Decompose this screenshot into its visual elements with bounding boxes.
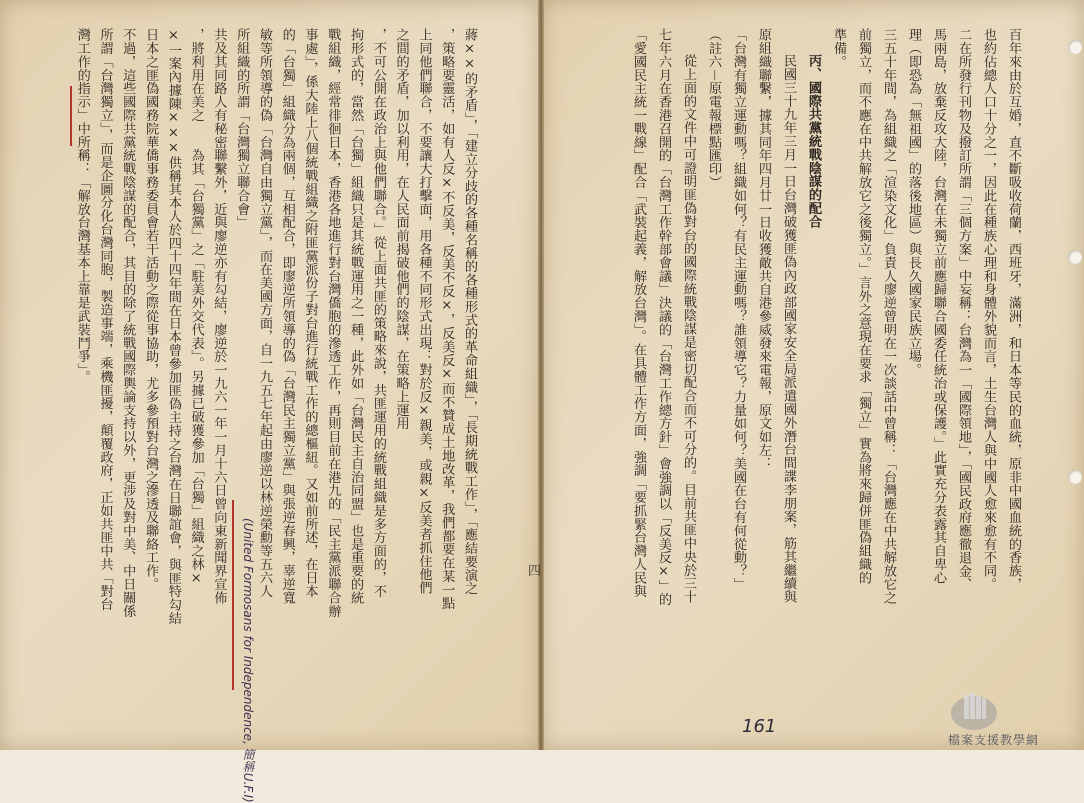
text-column: ，策略要靈活，如有人反×不反美，反美不反×，反美反×而不贊成土地改革，我們都要在某一點 <box>439 28 455 610</box>
text-column: 從上面的文件中可證明匪偽對台的國際統戰陰謀是密切配合而不可分的。目前共匪中央於三十 <box>681 54 696 604</box>
text-column: 民國三十九年三月一日台灣破獲匪偽內政部國家安全局派遣國外潛台間諜李朋案，筋其繼續與 <box>781 54 796 604</box>
watermark-text: 檔案支援教學網 <box>948 733 1040 747</box>
archive-watermark <box>946 687 1082 747</box>
text-column: （註六－原電報標點匯印） <box>706 28 721 189</box>
book-spine <box>538 0 544 750</box>
text-column: ，將利用在美之 為其「台獨黨」之「駐美外交代表」。另據已破獲參加「台獨」組織之林× <box>188 28 204 586</box>
text-column: ，不可公開在政治上與他們聯合。」從上面共匪的策略來說，共匪運用的統戰組織是多方面的，不 <box>370 28 386 598</box>
binding-hole-lower <box>1068 470 1082 484</box>
handwritten-annotation: (United Formosans for Independence, 簡稱U.F.I) <box>241 518 255 803</box>
text-column: 事處」，係大陸上八個統戰組織之附匪黨派份子對台進行統戰工作的總樞紐。又如前所述，在日本 <box>302 28 318 598</box>
text-column: 日本之匪偽國務院華僑事務委員會若干活動之際從事協助，尤多參預對台灣之滲透及聯絡工作。 <box>143 28 159 591</box>
text-column: 所組織的所謂「台灣獨立聯合會」 <box>234 28 250 229</box>
text-column: 也約佔總人口十分之一，因此在種族心理和身體外貌而言，土生台灣人與中國人愈來愈有不同。 <box>981 28 996 591</box>
binding-hole-top <box>1068 40 1082 54</box>
archive-logo-icon <box>950 687 998 731</box>
text-column: 敏等所領導的偽「台灣自由獨立黨」，而在美國方面，自一九五七年起由廖逆以林逆榮勳等五六人 <box>256 28 272 598</box>
right-page-text <box>566 28 1026 718</box>
text-column: 的「台獨」組織分為兩個，互相配合，即廖逆所領導的偽「台灣民主獨立黨」與張逆春興，辜逆寬 <box>279 28 295 605</box>
text-column: 之間的矛盾，加以利用，在人民面前揭破他們的陰謀，在策略上運用 <box>393 28 409 430</box>
text-column: 二在所發行刊物及撥訂所謂「三個方案」中妄稱：台灣為一「國際領地」，「國民政府應徹退金、 <box>956 28 971 591</box>
page-number: 四 <box>528 564 542 579</box>
text-column: 戰組織，經常徘徊日本，香港各地進行對台灣僑胞的滲透工作，再則目前在港九的「民主黨派聯合辦 <box>325 28 341 618</box>
text-column: 百年來由於互婚，直不斷吸收荷蘭，西班牙，滿洲，和日本等民的血統，原非中國血統的香族， <box>1006 28 1021 591</box>
text-column: 三五十年間，為組織之「渲染文化」負責人廖逆曾明在一次談話中曾稱：「台灣應在中共解放它之 <box>881 28 896 605</box>
red-underline-mark <box>70 86 72 146</box>
text-column: ×一案內據陳×××供稱其本人於四十四年間在日本曾參加匪偽主持之台灣在日聯誼會，與匪特勾結 <box>165 28 181 625</box>
red-underline-mark <box>232 500 234 690</box>
text-column: 拘形式的，當然「台獨」組織只是其統戰運用之一種，此外如「台灣民主自治同盟」也是重要的統 <box>348 28 364 605</box>
text-column: 「愛國民主統一戰線」配合「武裝起義，解放台灣」。在具體工作方面，強調「要抓緊台灣人民與 <box>631 28 646 598</box>
text-column: 原組織聯繫，據其同年四月廿一日收獲敵共自港參威發來電報，原文如左： <box>756 28 771 471</box>
left-page-text <box>72 28 482 718</box>
text-column: 灣工作的指示」中所稱：「解放台灣基本上靠是武裝鬥爭」。 <box>74 28 90 384</box>
text-column: 前獨立，而不應在中共解放它之後獨立。」言外之意現在要求「獨立」實為將來歸併匪偽組織的 <box>856 28 871 585</box>
text-column: 所謂「台灣獨立」，而是企圖分化台灣同胞，製造事端，乘機匪擾，顛覆政府，正如共匪中共「對台 <box>97 28 113 611</box>
text-column: 馬兩島，放棄反攻大陸，台灣在未獨立前應歸聯合國委任統治或保護。」此實充分表露其自卑心 <box>931 28 946 585</box>
text-column: 準備。 <box>831 28 846 69</box>
text-column: 不過，這些國際共黨統戰陰謀的配合，其目的除了統戰國際輿論支持以外，更涉及對中美、中日關係 <box>120 28 136 618</box>
text-column: 上同他們聯合，不要讓大打擊面，用各種不同形式出現：對於反×親美，或親×反美者抓住他們 <box>416 28 432 595</box>
text-column: 「台灣有獨立運動嗎？組織如何？有民主運動嗎？誰領導它？力量如何？美國在台有何從動？」 <box>731 28 746 591</box>
text-column: 理（即恐為「無祖國」的落後地區）與長久國家民族立場。 <box>906 28 921 377</box>
binding-hole-middle <box>1068 250 1082 264</box>
handwritten-page-number: 161 <box>742 716 777 737</box>
section-heading: 丙、國際共黨統戰陰謀的配合 <box>806 54 821 229</box>
text-column: 蔣××的矛盾」，「建立分歧的各種名稱的各種形式的革命組織」，「長期統戰工作」，「應結要演之 <box>462 28 477 595</box>
text-column: 共及其同路人有秘密聯繫外，近與廖逆亦有勾結，廖逆於一九六一年一月十六日曾向東新聞界宣佈 <box>211 28 227 605</box>
text-column: 七年六月在香港召開的「台灣工作幹部會議」決議的「台灣工作總方針」會強調以「反美反×」的 <box>656 28 671 606</box>
